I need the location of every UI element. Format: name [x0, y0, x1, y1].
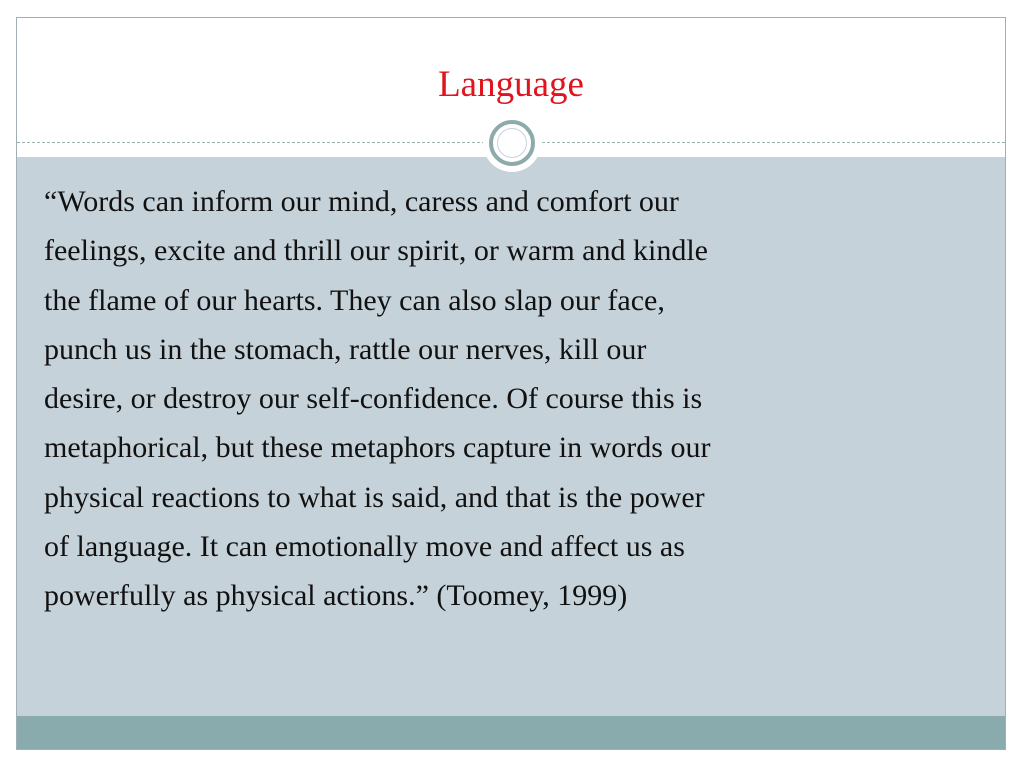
slide: [16, 17, 1006, 750]
circle-ring: [489, 120, 535, 166]
quote-text: “Words can inform our mind, caress and comfort our feelings, excite and thrill our spirit, or warm and kindle the flame of our hearts. They can also slap our face, punch us in the stomach, rattle our nerves, kill our desire, or destroy our self-confidence. Of course this is metaphorical, but these metaphors capture in words our physical reactions to what is said, and that is the power of language. It can emotionally move and affect us as powerfully as physical actions.” (Toomey, 1999): [44, 185, 711, 613]
circle-ring-inner: [497, 128, 527, 158]
slide-title: Language: [438, 64, 584, 105]
footer-band: [17, 716, 1005, 750]
circle-ornament-icon: [483, 114, 541, 172]
content-area: [17, 157, 1005, 716]
